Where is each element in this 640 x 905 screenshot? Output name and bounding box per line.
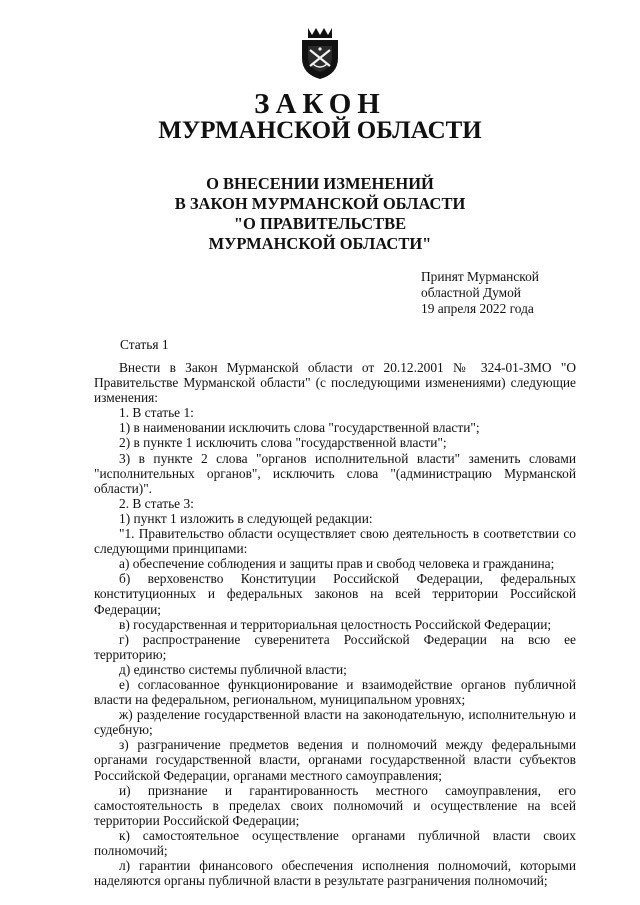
article-heading: Статья 1 xyxy=(120,337,169,352)
paragraph: е) согласованное функционирование и взаимодействие органов публичной власти на федеральном, региональном, муниципальном уровнях; xyxy=(94,676,576,708)
article-body xyxy=(94,360,576,888)
adoption-note xyxy=(421,269,539,317)
adoption-note-line: областной Думой xyxy=(421,285,521,300)
paragraph: к) самостоятельное осуществление органами публичной власти своих полномочий; xyxy=(94,827,576,858)
paragraph: г) распространение суверенитета Российской Федерации на всю ее территорию; xyxy=(94,631,576,662)
coat-of-arms-icon xyxy=(298,24,342,80)
paragraph: б) верховенство Конституции Российской Федерации, федеральных конституционных и федеральных законов на всей территории Российской Федерации; xyxy=(94,571,576,617)
law-subject-line: МУРМАНСКОЙ ОБЛАСТИ" xyxy=(208,234,432,253)
paragraph: 1) в наименовании исключить слова "государственной власти"; xyxy=(119,420,480,436)
paragraph: "1. Правительство области осуществляет свою деятельность в соответствии со следующими принципами: xyxy=(94,526,576,557)
law-title: ЗАКОН xyxy=(254,88,386,120)
paragraph: л) гарантии финансового обеспечения исполнения полномочий, которыми наделяются органы публичной власти в результате разграничения полномочий; xyxy=(94,858,576,889)
adoption-note-line: 19 апреля 2022 года xyxy=(421,301,534,316)
adoption-note-line: Принят Мурманской xyxy=(421,269,539,284)
paragraph: Внести в Закон Мурманской области от 20.12.2001 № 324-01-ЗМО "О Правительстве Мурманской области" (с последующими изменениями) следующие изменения: xyxy=(94,360,576,406)
paragraph: д) единство системы публичной власти; xyxy=(119,661,347,677)
paragraph: з) разграничение предметов ведения и полномочий между федеральными органами государственной власти, органами государственной власти субъектов Российской Федерации, органами местного самоуправления; xyxy=(94,737,576,783)
paragraph: и) признание и гарантированность местного самоуправления, его самостоятельность в пределах своих полномочий и осуществление на всей территории Российской Федерации; xyxy=(94,782,576,828)
law-subject-line: В ЗАКОН МУРМАНСКОЙ ОБЛАСТИ xyxy=(174,194,466,213)
region-title: МУРМАНСКОЙ ОБЛАСТИ xyxy=(158,117,482,144)
law-subject xyxy=(0,174,640,254)
paragraph: 3) в пункте 2 слова "органов исполнительной власти" заменить словами "исполнительных органов", исключить слова "(администрацию Мурманской области)". xyxy=(94,450,576,496)
paragraph: в) государственная и территориальная целостность Российской Федерации; xyxy=(119,616,552,632)
paragraph: а) обеспечение соблюдения и защиты прав и свобод человека и гражданина; xyxy=(119,556,555,572)
paragraph: 2) в пункте 1 исключить слова "государственной власти"; xyxy=(119,435,447,451)
law-subject-line: О ВНЕСЕНИИ ИЗМЕНЕНИЙ xyxy=(206,174,434,193)
paragraph: 2. В статье 3: xyxy=(119,495,194,511)
law-subject-line: "О ПРАВИТЕЛЬСТВЕ xyxy=(233,214,407,233)
paragraph: 1) пункт 1 изложить в следующей редакции: xyxy=(119,510,373,526)
paragraph: 1. В статье 1: xyxy=(119,405,194,421)
paragraph: ж) разделение государственной власти на законодательную, исполнительную и судебную; xyxy=(94,707,576,738)
